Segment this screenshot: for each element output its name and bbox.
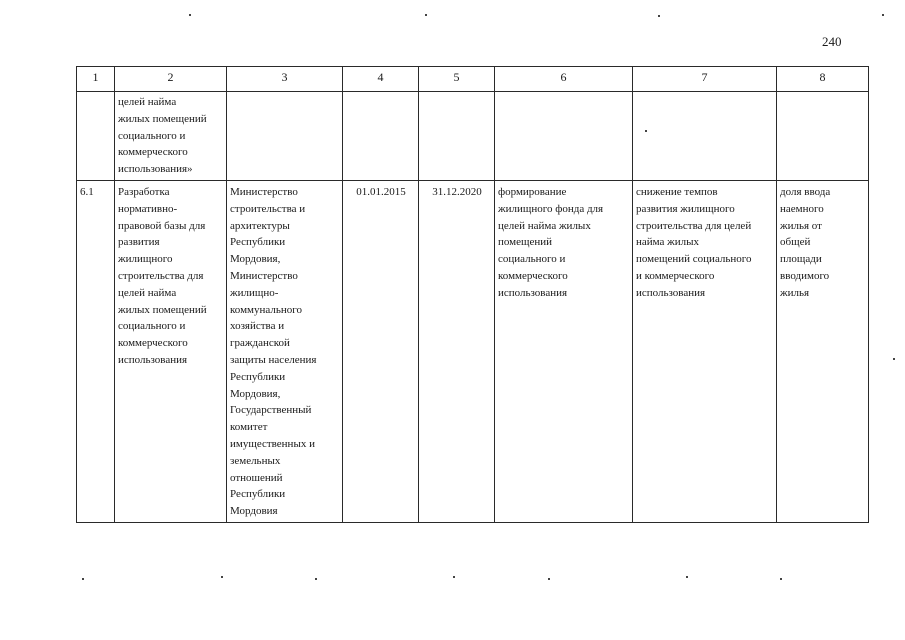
scan-speck <box>882 14 884 16</box>
scan-speck <box>658 15 660 17</box>
cont-cell-7 <box>633 92 777 181</box>
header-row <box>77 67 869 92</box>
row-number: 6.1 <box>77 180 115 522</box>
column-header-6: 6 <box>495 67 633 92</box>
cont-cell-measure: целей найма жилых помещений социального и коммерческого использования» <box>115 92 227 181</box>
page-number: 240 <box>822 34 842 49</box>
measures-table <box>76 66 869 523</box>
table-row-6-1 <box>77 180 869 522</box>
cont-cell-5 <box>419 92 495 181</box>
cont-cell-3 <box>227 92 343 181</box>
scan-speck <box>189 14 191 16</box>
scan-speck <box>548 578 550 580</box>
cont-cell-4 <box>343 92 419 181</box>
column-header-4: 4 <box>343 67 419 92</box>
start-date: 01.01.2015 <box>343 180 419 522</box>
cont-cell-8 <box>777 92 869 181</box>
target-indicator: доля ввода наемного жилья от общей площади вводимого жилья <box>777 180 869 522</box>
end-date: 31.12.2020 <box>419 180 495 522</box>
column-header-3: 3 <box>227 67 343 92</box>
scan-speck <box>686 576 688 578</box>
table-row-continuation <box>77 92 869 181</box>
cont-cell-6 <box>495 92 633 181</box>
expected-result: формирование жилищного фонда для целей найма жилых помещений социального и коммерческого использования <box>495 180 633 522</box>
scan-speck <box>221 576 223 578</box>
scan-speck <box>780 578 782 580</box>
column-header-2: 2 <box>115 67 227 92</box>
scan-speck <box>453 576 455 578</box>
non-implementation-consequences: снижение темпов развития жилищного строительства для целей найма жилых помещений социального и коммерческого использования <box>633 180 777 522</box>
column-header-5: 5 <box>419 67 495 92</box>
scan-speck <box>893 358 895 360</box>
measure-name: Разработка нормативно- правовой базы для развития жилищного строительства для целей найма жилых помещений социального и коммерческого использования <box>115 180 227 522</box>
column-header-7: 7 <box>633 67 777 92</box>
responsible-executor: Министерство строительства и архитектуры Республики Мордовия, Министерство жилищно- коммунального хозяйства и гражданской защиты населения Республики Мордовия, Государственный комитет имущественных и земельных отношений Республики Мордовия <box>227 180 343 522</box>
scan-speck <box>425 14 427 16</box>
scan-speck <box>645 130 647 132</box>
scan-speck <box>315 578 317 580</box>
scan-speck <box>82 578 84 580</box>
column-header-1: 1 <box>77 67 115 92</box>
column-header-8: 8 <box>777 67 869 92</box>
cont-cell-1 <box>77 92 115 181</box>
